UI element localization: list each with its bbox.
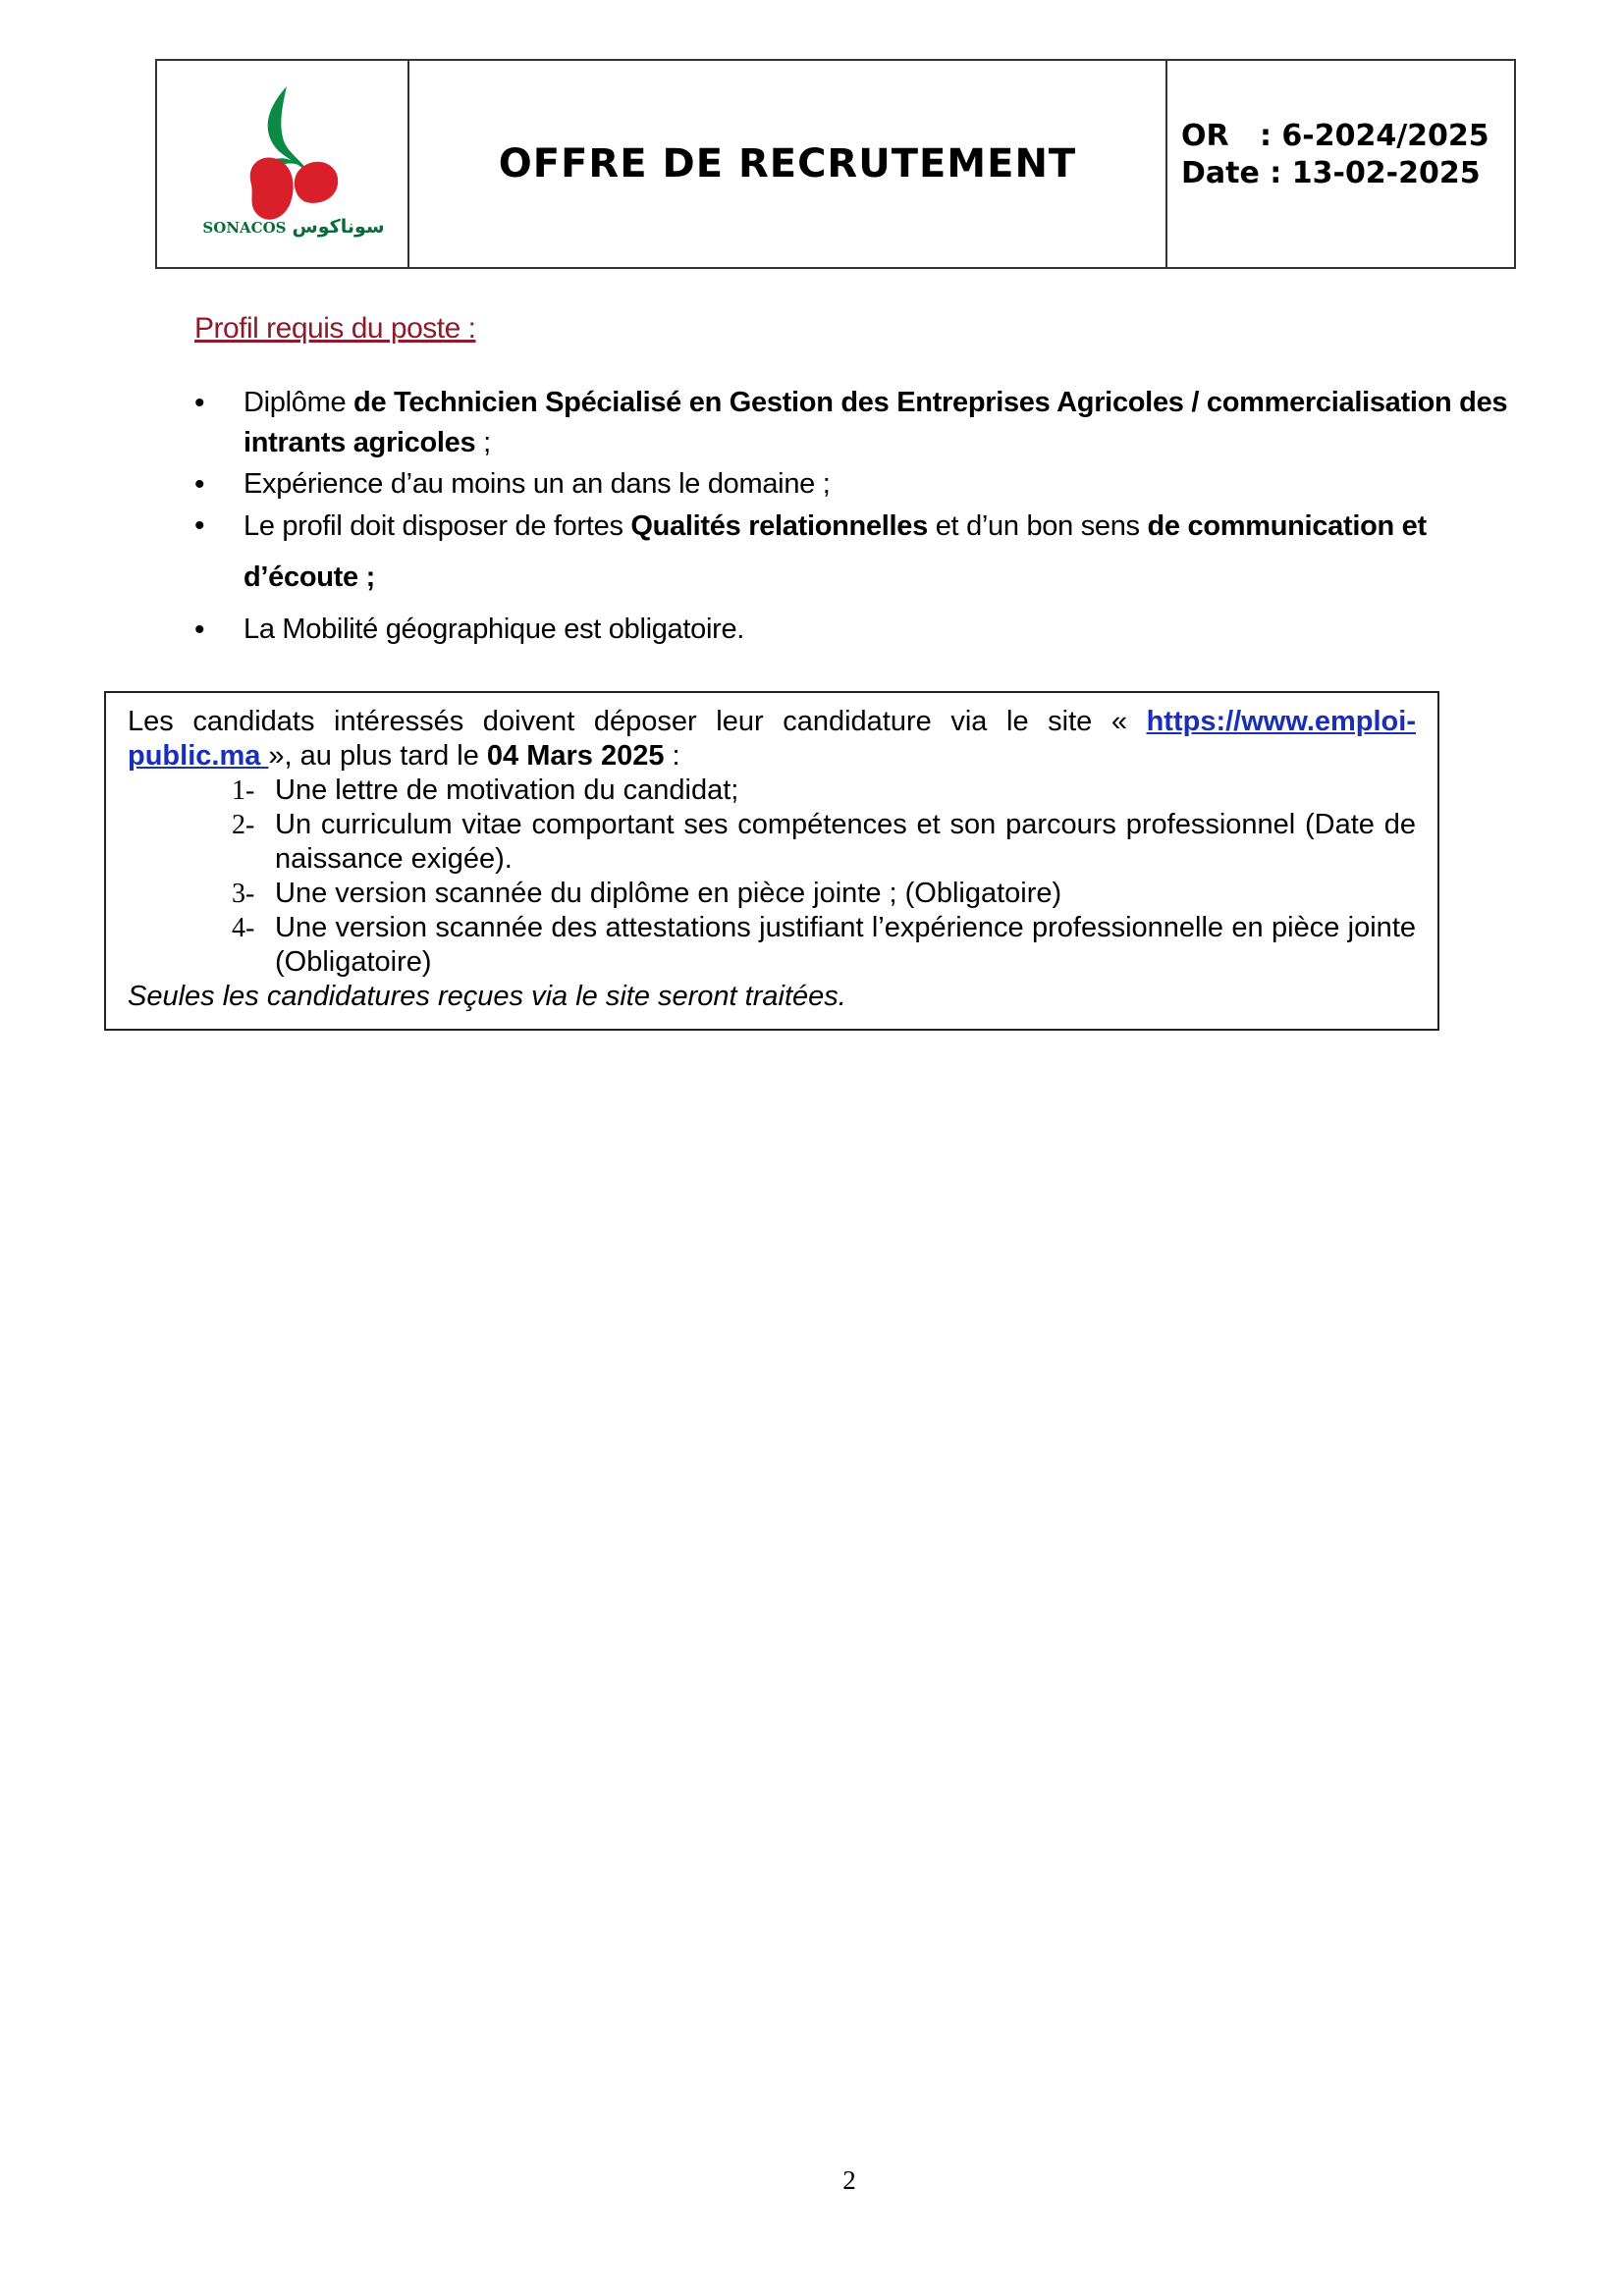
- emploi-public-link[interactable]: https://www.emploi-public.ma: [128, 706, 1416, 772]
- sonacos-logo-icon: [196, 82, 383, 230]
- list-item: 3- Une version scannée du diplôme en pièce jointe ; (Obligatoire): [232, 878, 1062, 909]
- document-title: OFFRE DE RECRUTEMENT: [498, 141, 1077, 187]
- list-item: 2- Un curriculum vitae comportant ses compétences et son parcours professionnel (Date de naissance exigée).: [232, 809, 1416, 875]
- requirements-list: [194, 383, 1510, 650]
- application-intro: Les candidats intéressés doivent déposer leur candidature via le site « https://www.emploi-public.ma », au plus tard le 04 Mars 2025 :: [128, 706, 1416, 772]
- list-item: • La Mobilité géographique est obligatoire.: [194, 610, 1510, 650]
- list-item: • Le profil doit disposer de fortes Qualités relationnelles et d’un bon sens de communication et d’écoute ;: [194, 501, 1510, 603]
- application-box: [104, 691, 1439, 1031]
- application-note: Seules les candidatures reçues via le site seront traitées.: [128, 981, 846, 1012]
- documents-list: [128, 774, 1416, 980]
- list-item: 1- Une lettre de motivation du candidat;: [232, 774, 739, 806]
- logo-arabic: سوناكوس: [292, 216, 385, 238]
- or-label: OR: [1181, 119, 1229, 153]
- or-value: : 6-2024/2025: [1259, 119, 1489, 153]
- title-cell: [409, 61, 1167, 267]
- reference-cell: [1167, 61, 1514, 267]
- date-line: [1181, 155, 1514, 192]
- profil-title: Profil requis du poste :: [194, 312, 476, 345]
- logo-text: [200, 216, 387, 238]
- page-number: 2: [842, 2165, 856, 2195]
- deadline: 04 Mars 2025: [486, 740, 665, 772]
- list-item: 4- Une version scannée des attestations justifiant l’expérience professionnelle en pièce jointe (Obligatoire): [232, 912, 1416, 978]
- or-line: [1181, 118, 1514, 155]
- logo-latin: SONACOS: [202, 219, 287, 237]
- logo-cell: [157, 61, 409, 267]
- header-table: [155, 59, 1516, 269]
- list-item: • Expérience d’au moins un an dans le domaine ;: [194, 464, 1510, 505]
- list-item: • Diplôme de Technicien Spécialisé en Gestion des Entreprises Agricoles / commercialisation des intrants agricoles ;: [194, 383, 1510, 463]
- date-value: : 13-02-2025: [1270, 156, 1481, 190]
- date-label: Date: [1181, 156, 1260, 190]
